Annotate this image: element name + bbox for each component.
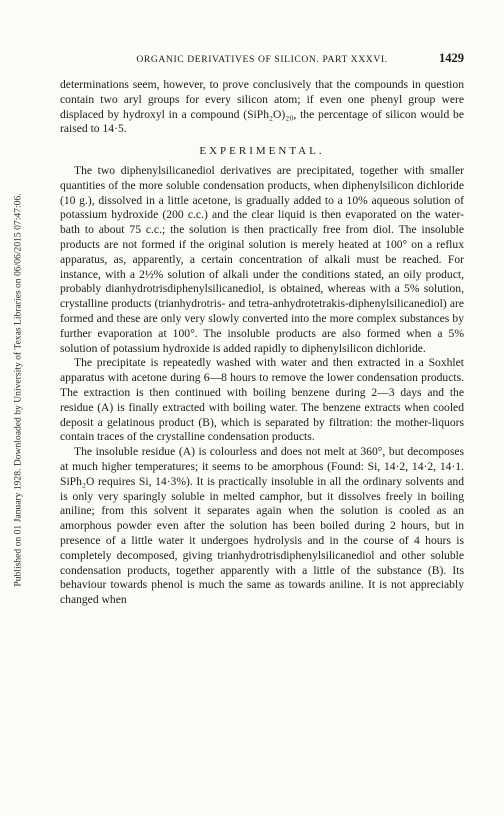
paragraph-preparation: The two diphenylsilicanediol derivatives are precipitated, together with smaller quantities of the more soluble condensation products, when diphenylsilicon dichloride (10 g.), dissolved in a little acetone, is gradually added to a 10% aqueous solution of potassium hydroxide (200 c.c.) and the clear liquid is then evaporated on the water-bath to about 75 c.c.; the solution is then practically free from diol. The insoluble products are not formed if the original solution is merely heated at 100° on a reflux apparatus, as, apparently, a certain concentration of alkali must be reached. For instance, with a 2½% solution of alkali under the conditions stated, an oily product, probably dianhydrotrisdiphenylsilicanediol, is obtained, whereas with a 5% solution, crystalline products (trianhydrotris- and tetra-anhydrotetrakis-diphenylsilicanediol) are formed and these are only very slowly converted into the more complex substances by further evaporation at 100°. The insoluble products are also formed when a 5% solution of potassium hydroxide is added rapidly to diphenylsilicon dichloride.: [60, 163, 464, 355]
article-body: [60, 78, 464, 608]
page-number: 1429: [439, 51, 464, 65]
intro-paragraph: determinations seem, however, to prove conclusively that the compounds in question contain two aryl groups for every silicon atom; if even one phenyl group were displaced by hydroxyl in a compound (SiPh₂O)₂₀, the percentage of silicon would be raised to 14·5.: [60, 78, 464, 136]
section-heading: EXPERIMENTAL.: [199, 145, 325, 158]
running-title: ORGANIC DERIVATIVES OF SILICON. PART XXXVI.: [136, 54, 388, 65]
paragraph-residue: The insoluble residue (A) is colourless and does not melt at 360°, but decomposes at much higher temperatures; it seems to be amorphous (Found: Si, 14·2, 14·2, 14·1. SiPh₂O requires Si, 14·3%). It is practically insoluble in all the ordinary solvents and is only very sparingly soluble in melted camphor, but it dissolves freely in boiling aniline; from this solvent it separates again when the solution is cooled as an amorphous powder even after the solution has been boiled during 2 hours, but in presence of a little water it undergoes hydrolysis and in the course of 4 hours is completely decomposed, giving trianhydrotrisdiphenylsilicanediol and other soluble condensation products, together apparently with a little of the substance (B). Its behaviour towards phenol is much the same as towards aniline. It is not appreciably changed when: [60, 445, 464, 607]
download-watermark: [8, 70, 28, 710]
watermark-text: Published on 01 January 1928. Downloaded by University of Texas Libraries on 06/06/2015 07:47:06.: [12, 193, 24, 587]
paragraph-extraction: The precipitate is repeatedly washed with water and then extracted in a Soxhlet apparatus with acetone during 6—8 hours to remove the lower condensation products. The extraction is then continued with boiling benzene during 2—3 days and the residue (A) is finally extracted with boiling water. The benzene extracts when cooled deposit a gelatinous product (B), which is separated by filtration: the mother-liquors contain traces of the crystalline condensation products.: [60, 356, 464, 444]
page-header: [60, 51, 464, 70]
